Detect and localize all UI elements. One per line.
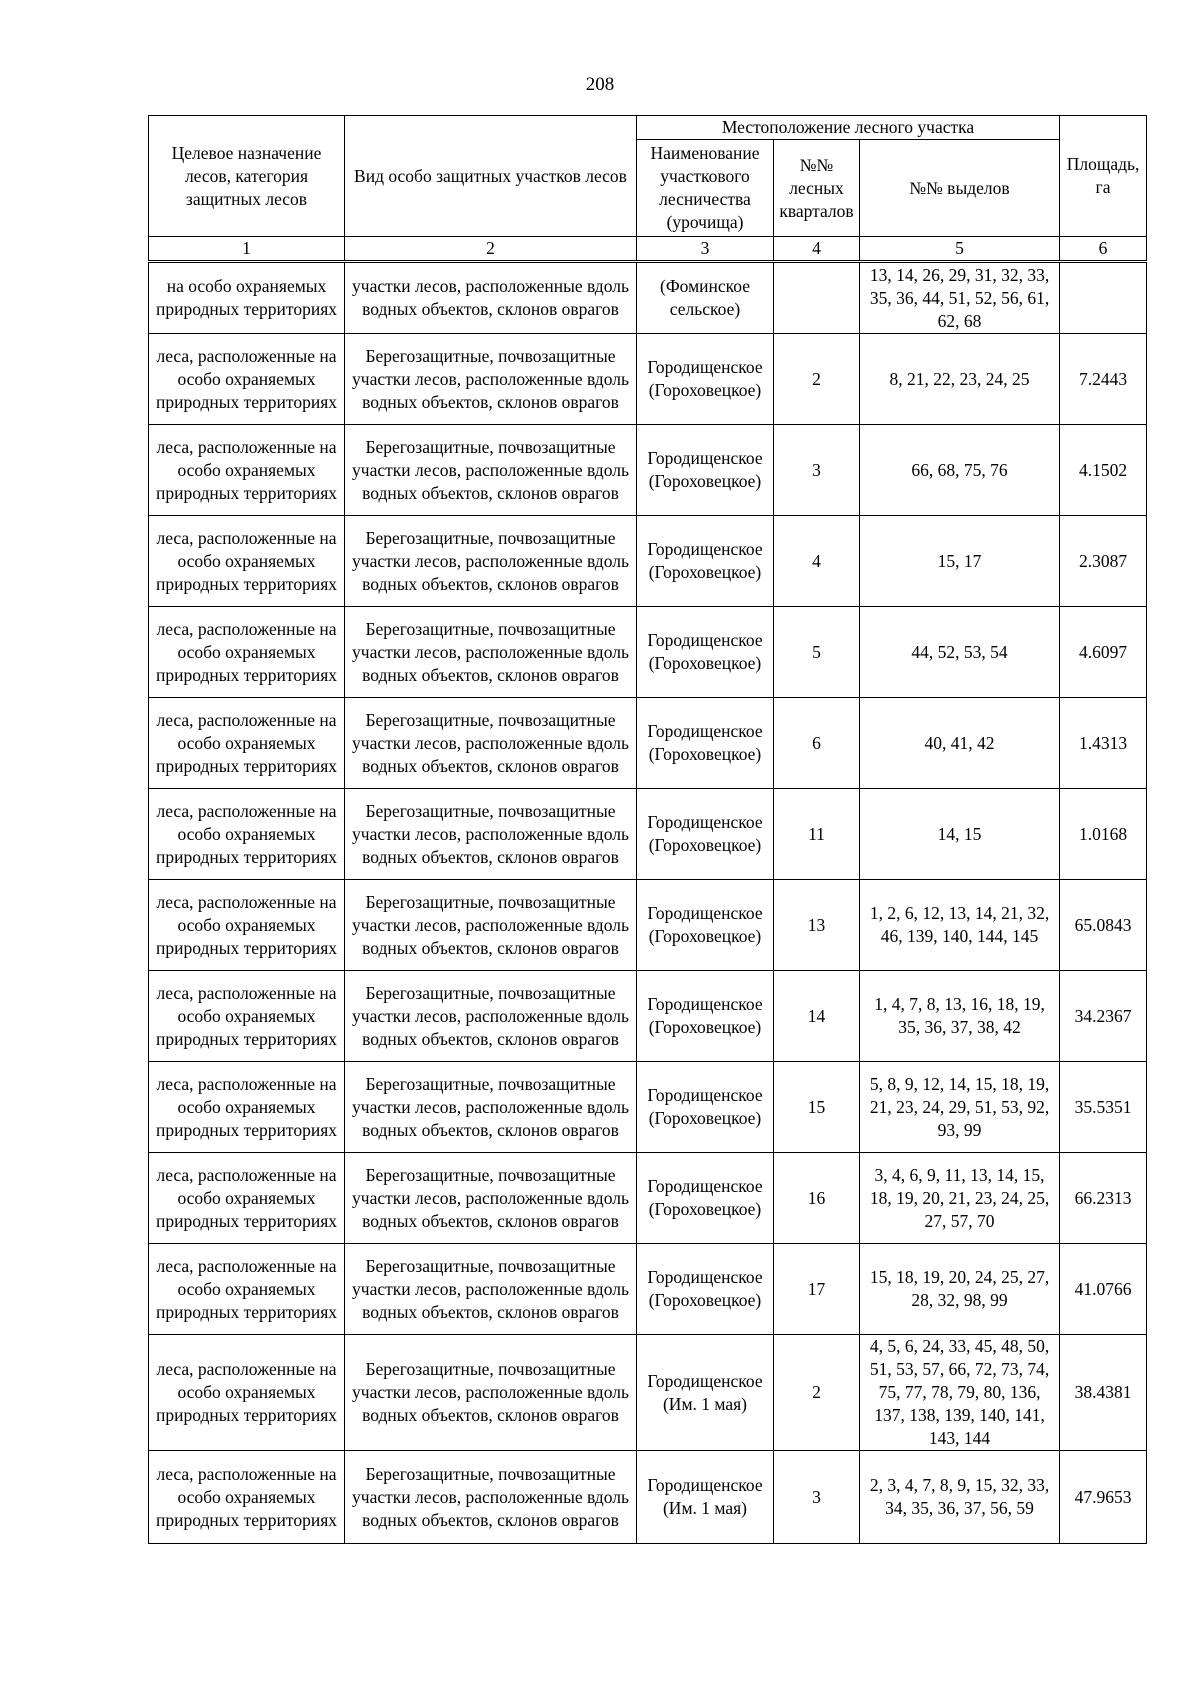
cell-plot-type: Берегозащитные, почвозащитные участки лесов, расположенные вдоль водных объектов, склонов оврагов (345, 971, 637, 1062)
cell-area: 1.4313 (1060, 698, 1147, 789)
cell-purpose: леса, расположенные на особо охраняемых природных территориях (149, 607, 345, 698)
cell-allotments: 8, 21, 22, 23, 24, 25 (860, 334, 1060, 425)
cell-area: 4.6097 (1060, 607, 1147, 698)
cell-plot-type: Берегозащитные, почвозащитные участки лесов, расположенные вдоль водных объектов, склонов оврагов (345, 880, 637, 971)
cell-purpose: леса, расположенные на особо охраняемых природных территориях (149, 334, 345, 425)
cell-forestry: Городищенское (Гороховецкое) (637, 334, 774, 425)
cell-allotments: 1, 4, 7, 8, 13, 16, 18, 19, 35, 36, 37, 38, 42 (860, 971, 1060, 1062)
cell-forestry: Городищенское (Им. 1 мая) (637, 1335, 774, 1451)
cell-area: 35.5351 (1060, 1062, 1147, 1153)
table-row (149, 262, 1147, 334)
cell-area (1060, 262, 1147, 334)
cell-quarter: 15 (774, 1062, 860, 1153)
column-number: 4 (774, 237, 860, 262)
cell-purpose: леса, расположенные на особо охраняемых природных территориях (149, 1451, 345, 1544)
column-number: 6 (1060, 237, 1147, 262)
cell-area: 1.0168 (1060, 789, 1147, 880)
cell-plot-type: Берегозащитные, почвозащитные участки лесов, расположенные вдоль водных объектов, склонов оврагов (345, 516, 637, 607)
cell-purpose: леса, расположенные на особо охраняемых природных территориях (149, 971, 345, 1062)
cell-quarter: 2 (774, 1335, 860, 1451)
cell-purpose: леса, расположенные на особо охраняемых природных территориях (149, 789, 345, 880)
cell-purpose: на особо охраняемых природных территориях (149, 262, 345, 334)
cell-forestry: Городищенское (Им. 1 мая) (637, 1451, 774, 1544)
cell-plot-type: Берегозащитные, почвозащитные участки лесов, расположенные вдоль водных объектов, склонов оврагов (345, 789, 637, 880)
cell-allotments: 4, 5, 6, 24, 33, 45, 48, 50, 51, 53, 57, 66, 72, 73, 74, 75, 77, 78, 79, 80, 136, 137, 138, 139, 140, 141, 143, 144 (860, 1335, 1060, 1451)
cell-quarter: 16 (774, 1153, 860, 1244)
cell-quarter: 4 (774, 516, 860, 607)
column-number: 2 (345, 237, 637, 262)
column-number: 5 (860, 237, 1060, 262)
cell-purpose: леса, расположенные на особо охраняемых природных территориях (149, 880, 345, 971)
cell-forestry: Городищенское (Гороховецкое) (637, 698, 774, 789)
cell-allotments: 1, 2, 6, 12, 13, 14, 21, 32, 46, 139, 140, 144, 145 (860, 880, 1060, 971)
cell-allotments: 66, 68, 75, 76 (860, 425, 1060, 516)
table-row (149, 516, 1147, 607)
cell-allotments: 44, 52, 53, 54 (860, 607, 1060, 698)
cell-plot-type: Берегозащитные, почвозащитные участки лесов, расположенные вдоль водных объектов, склонов оврагов (345, 1062, 637, 1153)
cell-area: 38.4381 (1060, 1335, 1147, 1451)
column-number: 3 (637, 237, 774, 262)
table-row (149, 1062, 1147, 1153)
cell-allotments: 40, 41, 42 (860, 698, 1060, 789)
header-area: Площадь, га (1060, 116, 1147, 237)
table-row (149, 1244, 1147, 1335)
header-allotments: №№ выделов (860, 140, 1060, 237)
cell-plot-type: Берегозащитные, почвозащитные участки лесов, расположенные вдоль водных объектов, склонов оврагов (345, 1335, 637, 1451)
cell-quarter: 14 (774, 971, 860, 1062)
header-forestry: Наименование участкового лесничества (урочища) (637, 140, 774, 237)
table-row (149, 425, 1147, 516)
cell-forestry: Городищенское (Гороховецкое) (637, 971, 774, 1062)
cell-quarter: 3 (774, 425, 860, 516)
cell-quarter (774, 262, 860, 334)
cell-allotments: 5, 8, 9, 12, 14, 15, 18, 19, 21, 23, 24, 29, 51, 53, 92, 93, 99 (860, 1062, 1060, 1153)
cell-forestry: Городищенское (Гороховецкое) (637, 1062, 774, 1153)
cell-forestry: Городищенское (Гороховецкое) (637, 1153, 774, 1244)
table-row (149, 1335, 1147, 1451)
table-row (149, 698, 1147, 789)
cell-plot-type: Берегозащитные, почвозащитные участки лесов, расположенные вдоль водных объектов, склонов оврагов (345, 698, 637, 789)
cell-quarter: 2 (774, 334, 860, 425)
cell-plot-type: Берегозащитные, почвозащитные участки лесов, расположенные вдоль водных объектов, склонов оврагов (345, 1244, 637, 1335)
cell-forestry: Городищенское (Гороховецкое) (637, 425, 774, 516)
cell-purpose: леса, расположенные на особо охраняемых природных территориях (149, 1062, 345, 1153)
cell-purpose: леса, расположенные на особо охраняемых природных территориях (149, 1153, 345, 1244)
cell-plot-type: Берегозащитные, почвозащитные участки лесов, расположенные вдоль водных объектов, склонов оврагов (345, 607, 637, 698)
header-purpose: Целевое назначение лесов, категория защитных лесов (149, 116, 345, 237)
header-plot-type: Вид особо защитных участков лесов (345, 116, 637, 237)
header-location-group: Местоположение лесного участка (637, 116, 1060, 140)
cell-purpose: леса, расположенные на особо охраняемых природных территориях (149, 516, 345, 607)
cell-purpose: леса, расположенные на особо охраняемых природных территориях (149, 425, 345, 516)
table-row (149, 1451, 1147, 1544)
cell-plot-type: участки лесов, расположенные вдоль водных объектов, склонов оврагов (345, 262, 637, 334)
cell-purpose: леса, расположенные на особо охраняемых природных территориях (149, 1244, 345, 1335)
cell-plot-type: Берегозащитные, почвозащитные участки лесов, расположенные вдоль водных объектов, склонов оврагов (345, 425, 637, 516)
cell-plot-type: Берегозащитные, почвозащитные участки лесов, расположенные вдоль водных объектов, склонов оврагов (345, 1153, 637, 1244)
cell-area: 34.2367 (1060, 971, 1147, 1062)
cell-quarter: 5 (774, 607, 860, 698)
cell-allotments: 15, 18, 19, 20, 24, 25, 27, 28, 32, 98, 99 (860, 1244, 1060, 1335)
cell-forestry: Городищенское (Гороховецкое) (637, 789, 774, 880)
table-row (149, 789, 1147, 880)
table-row (149, 971, 1147, 1062)
cell-quarter: 13 (774, 880, 860, 971)
table-row (149, 334, 1147, 425)
cell-forestry: (Фоминское сельское) (637, 262, 774, 334)
cell-area: 47.9653 (1060, 1451, 1147, 1544)
cell-allotments: 13, 14, 26, 29, 31, 32, 33, 35, 36, 44, 51, 52, 56, 61, 62, 68 (860, 262, 1060, 334)
cell-quarter: 11 (774, 789, 860, 880)
cell-plot-type: Берегозащитные, почвозащитные участки лесов, расположенные вдоль водных объектов, склонов оврагов (345, 1451, 637, 1544)
cell-allotments: 15, 17 (860, 516, 1060, 607)
cell-area: 7.2443 (1060, 334, 1147, 425)
cell-allotments: 3, 4, 6, 9, 11, 13, 14, 15, 18, 19, 20, 21, 23, 24, 25, 27, 57, 70 (860, 1153, 1060, 1244)
cell-forestry: Городищенское (Гороховецкое) (637, 516, 774, 607)
cell-quarter: 17 (774, 1244, 860, 1335)
cell-quarter: 3 (774, 1451, 860, 1544)
cell-area: 2.3087 (1060, 516, 1147, 607)
header-quarters: №№ лесных кварталов (774, 140, 860, 237)
cell-forestry: Городищенское (Гороховецкое) (637, 880, 774, 971)
table-row (149, 880, 1147, 971)
cell-area: 4.1502 (1060, 425, 1147, 516)
cell-plot-type: Берегозащитные, почвозащитные участки лесов, расположенные вдоль водных объектов, склонов оврагов (345, 334, 637, 425)
cell-forestry: Городищенское (Гороховецкое) (637, 1244, 774, 1335)
cell-area: 66.2313 (1060, 1153, 1147, 1244)
table-row (149, 607, 1147, 698)
cell-allotments: 14, 15 (860, 789, 1060, 880)
cell-quarter: 6 (774, 698, 860, 789)
table-row (149, 1153, 1147, 1244)
cell-area: 65.0843 (1060, 880, 1147, 971)
forest-plots-table (148, 115, 1147, 1544)
cell-purpose: леса, расположенные на особо охраняемых природных территориях (149, 698, 345, 789)
cell-allotments: 2, 3, 4, 7, 8, 9, 15, 32, 33, 34, 35, 36, 37, 56, 59 (860, 1451, 1060, 1544)
cell-area: 41.0766 (1060, 1244, 1147, 1335)
column-number: 1 (149, 237, 345, 262)
cell-purpose: леса, расположенные на особо охраняемых природных территориях (149, 1335, 345, 1451)
page-number: 208 (585, 74, 615, 95)
cell-forestry: Городищенское (Гороховецкое) (637, 607, 774, 698)
